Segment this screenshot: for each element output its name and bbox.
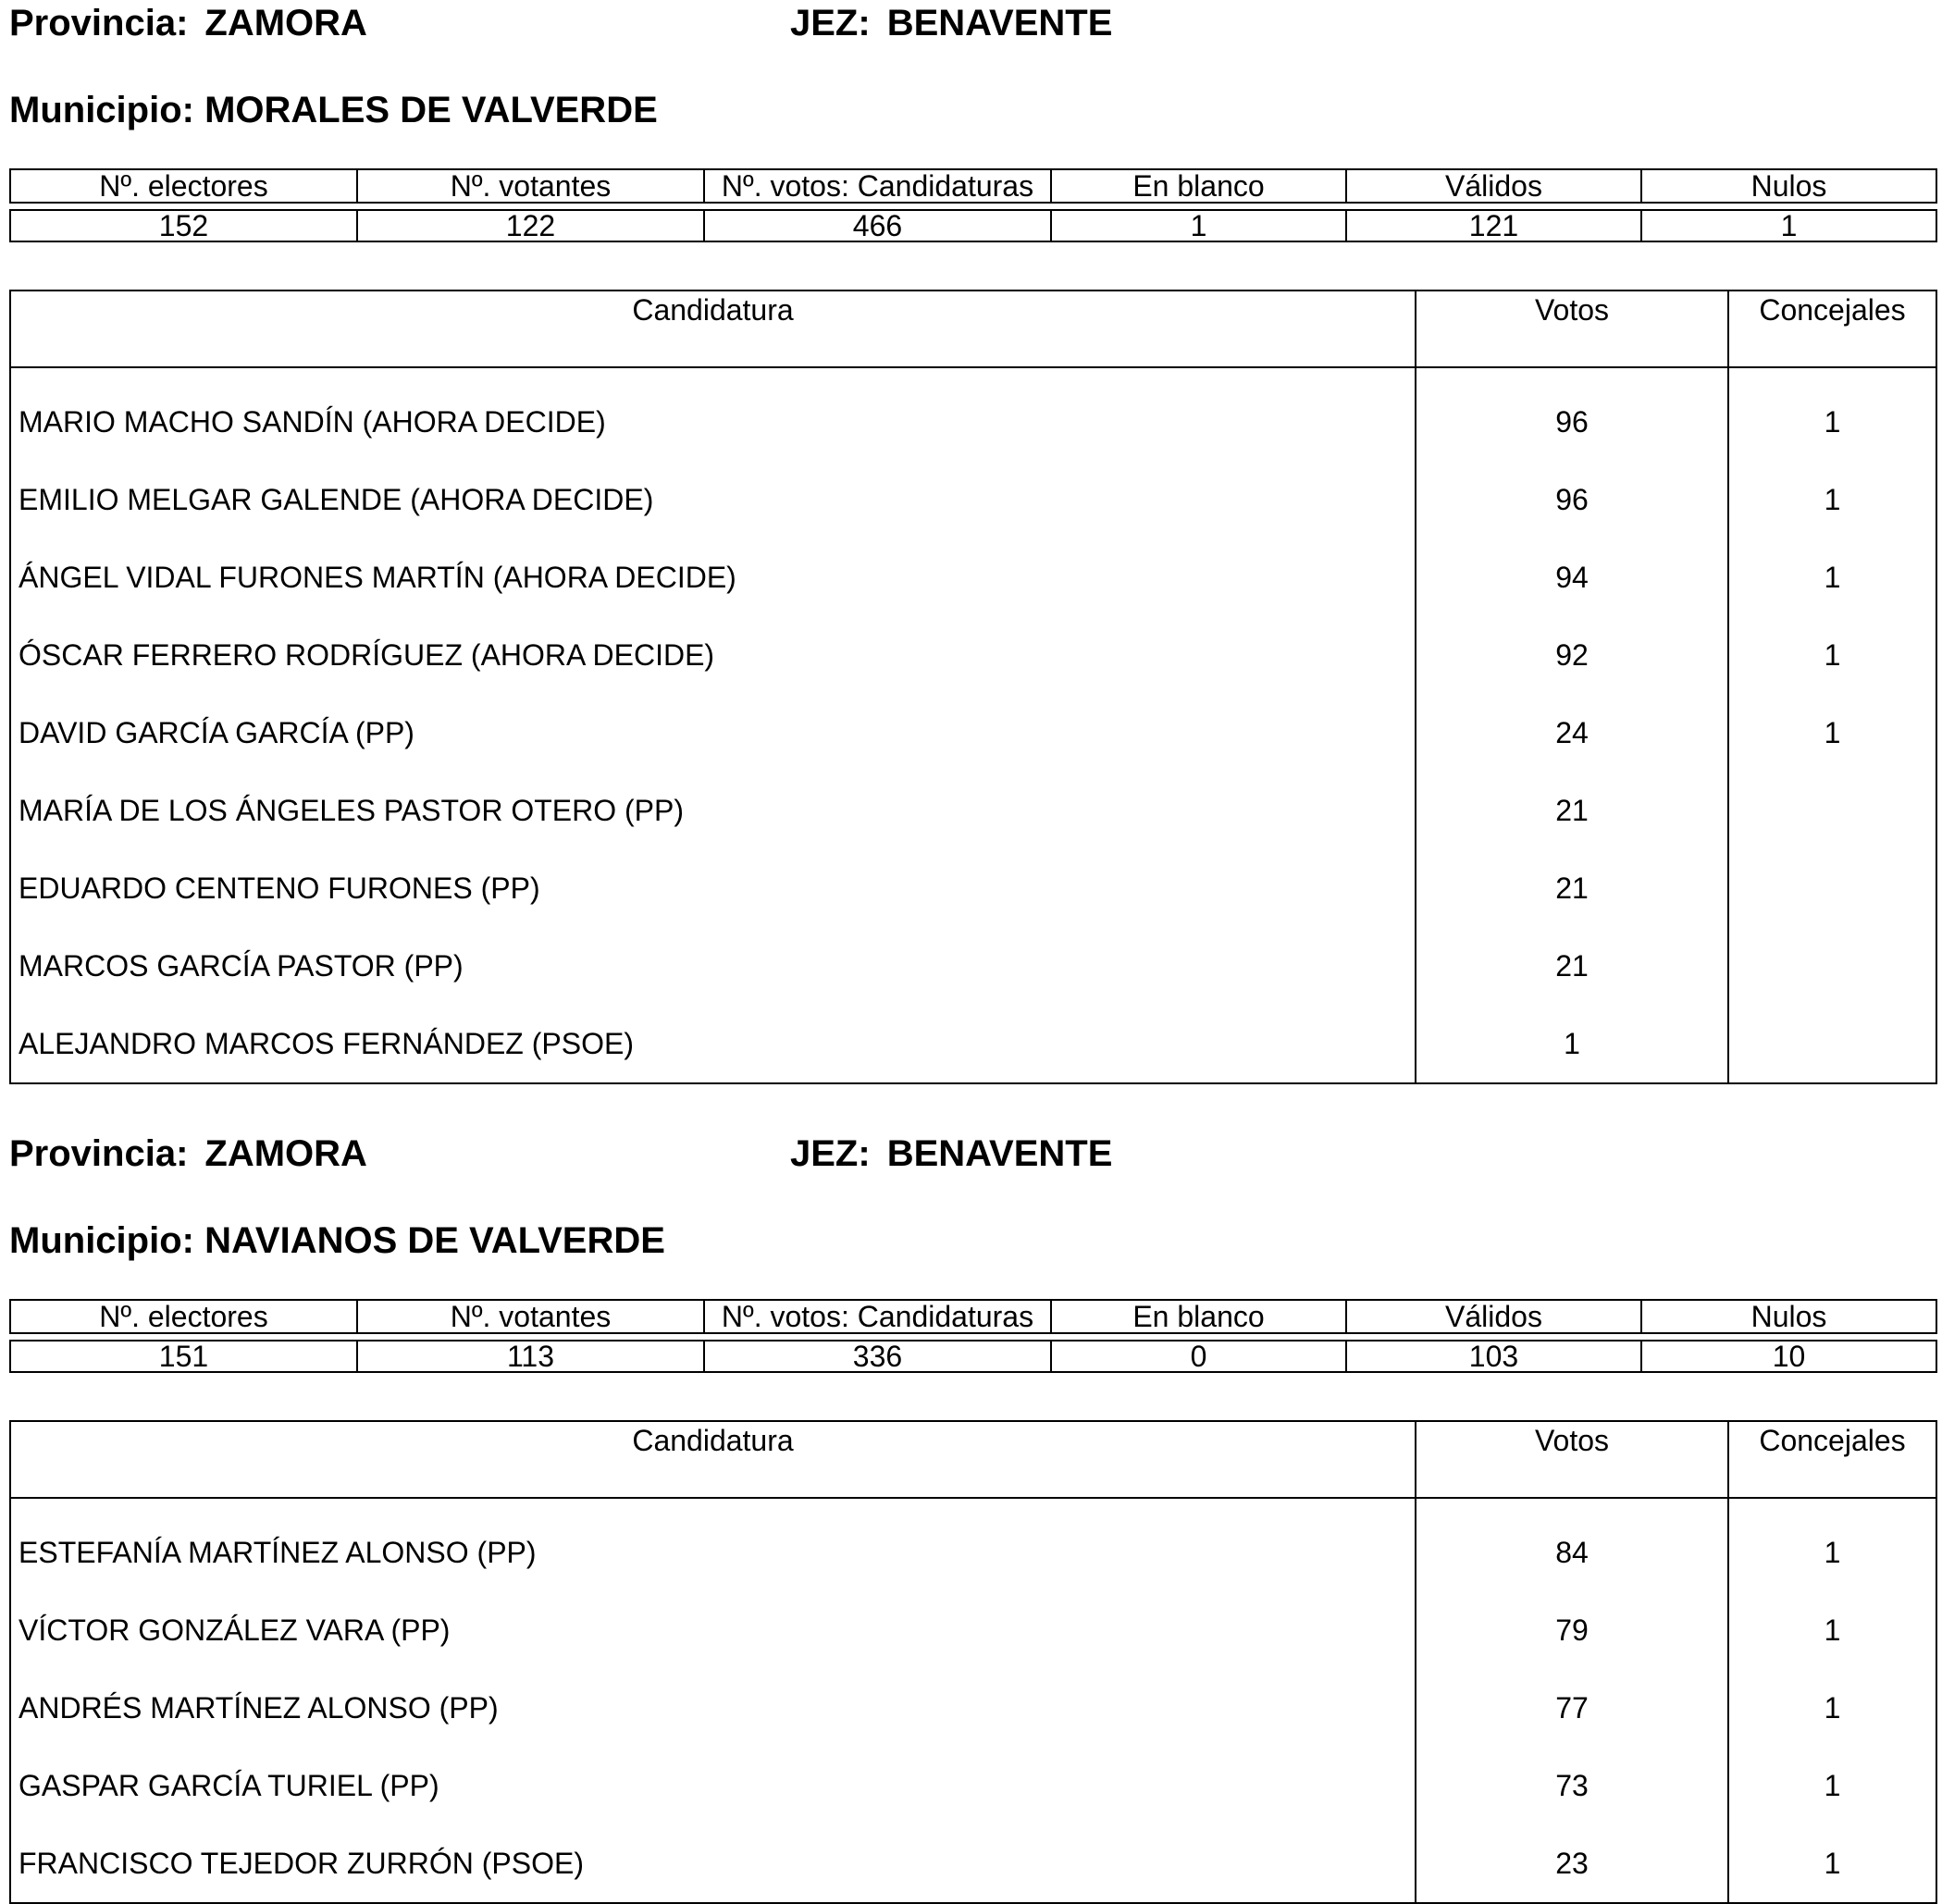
candidate-concejales [1728,1005,1936,1083]
candidate-votes: 23 [1416,1824,1728,1903]
candidate-votes: 94 [1416,538,1728,616]
stats-header-cell: Nulos [1641,1300,1936,1333]
candidates-header-row [10,291,1936,367]
municipio-header [9,1219,665,1262]
candidate-name: VÍCTOR GONZÁLEZ VARA (PP) [10,1591,1416,1669]
candidate-concejales [1728,772,1936,849]
candidate-votes: 96 [1416,367,1728,461]
stats-header-cell: Nº. votos: Candidaturas [704,169,1051,203]
jez-header [790,1132,1112,1175]
jez-header [790,2,1112,44]
candidate-name: MARIO MACHO SANDÍN (AHORA DECIDE) [10,367,1416,461]
candidate-name: GASPAR GARCÍA TURIEL (PP) [10,1747,1416,1824]
stats-value-cell: 466 [704,210,1051,241]
table-row [10,1747,1936,1824]
candidate-name: EMILIO MELGAR GALENDE (AHORA DECIDE) [10,461,1416,538]
candidate-votes: 21 [1416,849,1728,927]
stats-header-cell: Nº. electores [10,169,357,203]
stats-value-cell: 10 [1641,1341,1936,1372]
provincia-label: Provincia: [9,1133,189,1174]
stats-header-cell: Nº. votantes [357,169,704,203]
candidate-name: EDUARDO CENTENO FURONES (PP) [10,849,1416,927]
concejales-header: Concejales [1728,291,1936,367]
candidate-concejales: 1 [1728,694,1936,772]
candidate-concejales: 1 [1728,1669,1936,1747]
candidate-votes: 92 [1416,616,1728,694]
candidate-name: ALEJANDRO MARCOS FERNÁNDEZ (PSOE) [10,1005,1416,1083]
stats-table [9,1299,1937,1334]
stats-header-cell: En blanco [1051,1300,1346,1333]
table-row [10,1669,1936,1747]
municipio-value: MORALES DE VALVERDE [204,90,658,130]
table-row [10,1005,1936,1083]
stats-value-cell: 122 [357,210,704,241]
provincia-value: ZAMORA [204,3,367,43]
candidate-votes: 84 [1416,1498,1728,1591]
candidate-concejales: 1 [1728,1747,1936,1824]
votos-header: Votos [1416,291,1728,367]
candidate-name: ANDRÉS MARTÍNEZ ALONSO (PP) [10,1669,1416,1747]
candidate-name: MARÍA DE LOS ÁNGELES PASTOR OTERO (PP) [10,772,1416,849]
provincia-header [9,2,367,44]
jez-value: BENAVENTE [886,3,1113,43]
stats-header-cell: Válidos [1346,1300,1641,1333]
votos-header: Votos [1416,1421,1728,1498]
stats-header-cell: Válidos [1346,169,1641,203]
candidate-votes: 79 [1416,1591,1728,1669]
candidate-concejales: 1 [1728,1591,1936,1669]
stats-header-row [10,1300,1936,1333]
table-row [10,1824,1936,1903]
candidates-table [9,1420,1937,1904]
candidate-votes: 1 [1416,1005,1728,1083]
table-row [10,694,1936,772]
stats-table [9,168,1937,204]
candidate-name: DAVID GARCÍA GARCÍA (PP) [10,694,1416,772]
stats-values-table [9,209,1937,242]
candidate-name: ÓSCAR FERRERO RODRÍGUEZ (AHORA DECIDE) [10,616,1416,694]
candidate-votes: 21 [1416,927,1728,1005]
jez-value: BENAVENTE [886,1133,1113,1174]
table-row [10,538,1936,616]
provincia-label: Provincia: [9,3,189,43]
candidate-votes: 73 [1416,1747,1728,1824]
jez-label: JEZ: [790,3,871,43]
candidate-votes: 24 [1416,694,1728,772]
stats-header-cell: Nulos [1641,169,1936,203]
municipio-label: Municipio: [9,1220,194,1261]
stats-header-cell: Nº. electores [10,1300,357,1333]
stats-values-table [9,1340,1937,1373]
table-row [10,1498,1936,1591]
municipio-header [9,89,658,131]
provincia-value: ZAMORA [204,1133,367,1174]
table-row [10,367,1936,461]
candidate-votes: 77 [1416,1669,1728,1747]
stats-value-cell: 103 [1346,1341,1641,1372]
stats-value-row [10,1341,1936,1372]
candidate-name: MARCOS GARCÍA PASTOR (PP) [10,927,1416,1005]
stats-value-cell: 113 [357,1341,704,1372]
stats-value-cell: 0 [1051,1341,1346,1372]
table-row [10,1591,1936,1669]
jez-label: JEZ: [790,1133,871,1174]
stats-value-cell: 1 [1641,210,1936,241]
table-row [10,772,1936,849]
stats-value-cell: 336 [704,1341,1051,1372]
municipio-label: Municipio: [9,90,194,130]
municipio-value: NAVIANOS DE VALVERDE [204,1220,665,1261]
stats-header-cell: En blanco [1051,169,1346,203]
stats-header-cell: Nº. votantes [357,1300,704,1333]
stats-value-cell: 1 [1051,210,1346,241]
candidate-concejales [1728,927,1936,1005]
candidate-name: FRANCISCO TEJEDOR ZURRÓN (PSOE) [10,1824,1416,1903]
table-row [10,461,1936,538]
candidate-name: ESTEFANÍA MARTÍNEZ ALONSO (PP) [10,1498,1416,1591]
stats-value-cell: 152 [10,210,357,241]
provincia-header [9,1132,367,1175]
candidates-header-row [10,1421,1936,1498]
stats-value-row [10,210,1936,241]
candidate-concejales: 1 [1728,1824,1936,1903]
candidates-table [9,290,1937,1084]
candidate-votes: 21 [1416,772,1728,849]
candidate-concejales: 1 [1728,367,1936,461]
candidate-concejales: 1 [1728,616,1936,694]
candidatura-header: Candidatura [10,291,1416,367]
candidate-concejales [1728,849,1936,927]
candidate-concejales: 1 [1728,538,1936,616]
stats-value-cell: 121 [1346,210,1641,241]
candidate-concejales: 1 [1728,1498,1936,1591]
stats-header-row [10,169,1936,203]
candidatura-header: Candidatura [10,1421,1416,1498]
stats-value-cell: 151 [10,1341,357,1372]
table-row [10,849,1936,927]
candidate-name: ÁNGEL VIDAL FURONES MARTÍN (AHORA DECIDE) [10,538,1416,616]
results-section-2 [0,1131,1942,1898]
candidate-votes: 96 [1416,461,1728,538]
candidate-concejales: 1 [1728,461,1936,538]
table-row [10,616,1936,694]
concejales-header: Concejales [1728,1421,1936,1498]
stats-header-cell: Nº. votos: Candidaturas [704,1300,1051,1333]
table-row [10,927,1936,1005]
